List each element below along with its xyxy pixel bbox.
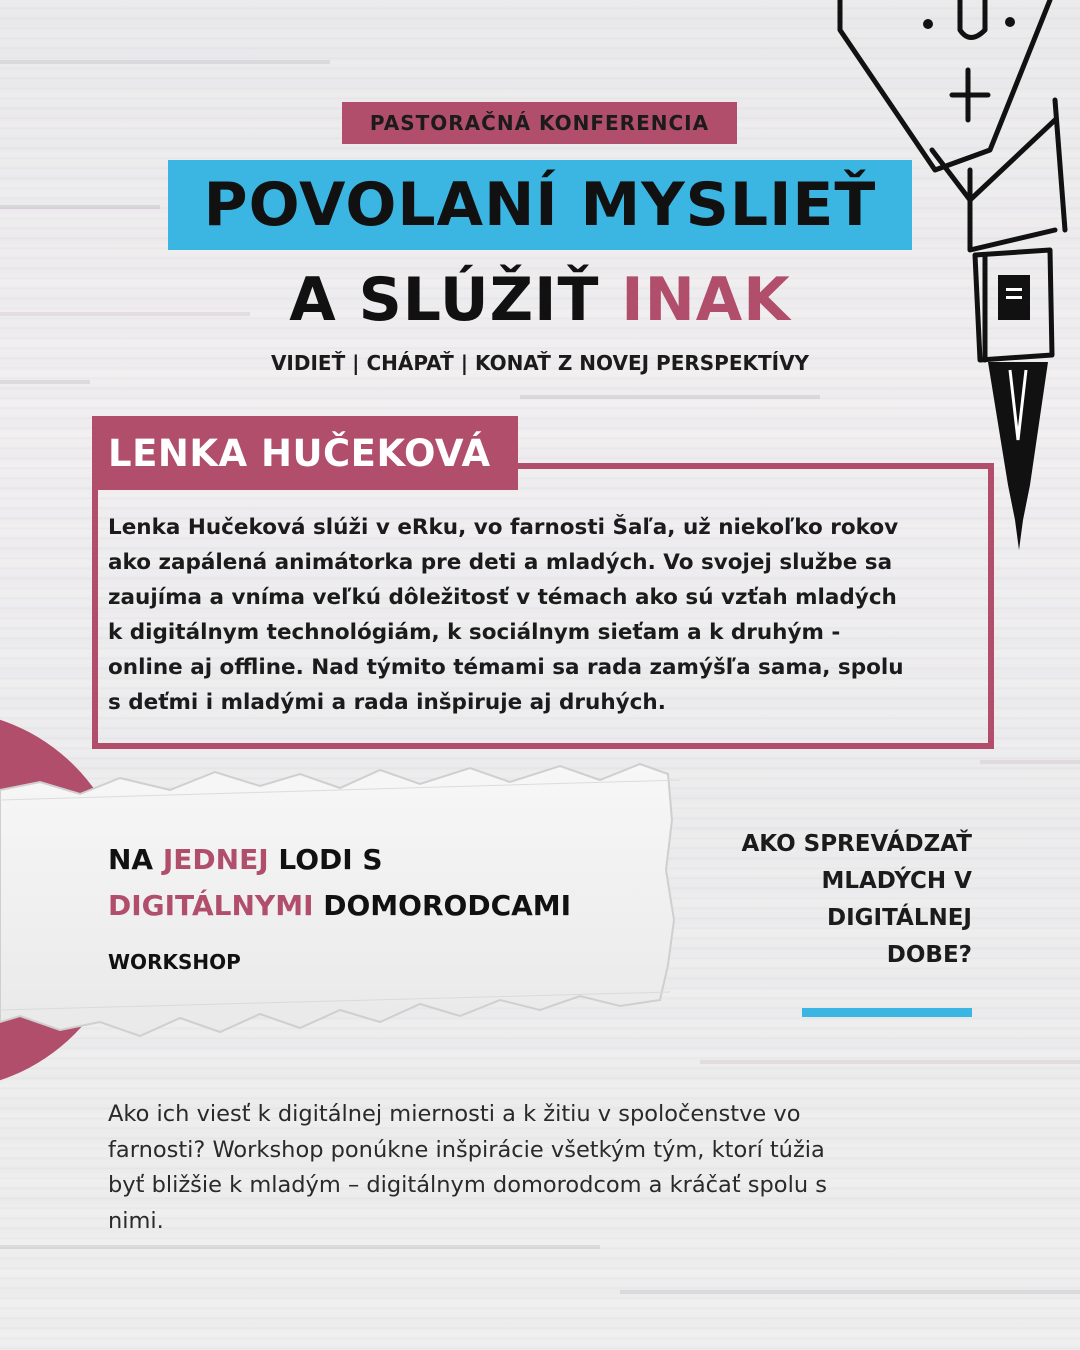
background-streak [980,760,1080,764]
bio-line: k digitálnym technológiám, k sociálnym sieťam a k druhým - [108,620,841,645]
question-line: DIGITÁLNEJ [827,905,972,931]
background-streak [620,1290,1080,1294]
background-streak [0,60,330,64]
workshop-title-accent: DIGITÁLNYMI [108,889,314,922]
question-line: MLADÝCH V [821,868,972,894]
title-line-1-box [168,160,912,250]
workshop-description [108,1097,948,1239]
title-line-2 [0,265,1080,335]
title-line-1: POVOLANÍ MYSLIEŤ [203,170,877,240]
description-line: farnosti? Workshop ponúkne inšpirácie všetkým tým, ktorí túžia [108,1136,825,1163]
background-streak [0,1245,600,1249]
background-streak [0,380,90,384]
background-streak [0,205,160,209]
workshop-title [108,837,678,929]
background-streak [520,395,820,399]
speaker-bio [108,510,978,720]
workshop-question [680,826,972,974]
question-underline [802,1008,972,1017]
question-line: AKO SPREVÁDZAŤ [741,831,972,857]
background-streak [700,1060,1080,1064]
speaker-name-box [92,416,518,490]
bio-line: s deťmi i mladými a rada inšpiruje aj druhých. [108,690,666,715]
bio-line: online aj offline. Nad týmito témami sa rada zamýšľa sama, spolu [108,655,904,680]
bio-line: Lenka Hučeková slúži v eRku, vo farnosti Šaľa, už niekoľko rokov [108,515,899,540]
workshop-title-accent: JEDNEJ [162,843,269,876]
description-line: nimi. [108,1207,164,1234]
bio-line: ako zapálená animátorka pre deti a mladých. Vo svojej službe sa [108,550,893,575]
workshop-label: WORKSHOP [108,950,241,974]
question-line: DOBE? [886,942,972,968]
title-line-2-main: A SLÚŽIŤ [289,265,600,335]
description-line: Ako ich viesť k digitálnej miernosti a k žitiu v spoločenstve vo [108,1101,801,1127]
workshop-title-word: LODI S [278,843,383,876]
speaker-name: LENKA HUČEKOVÁ [108,431,491,475]
subtitle: VIDIEŤ | CHÁPAŤ | KONAŤ Z NOVEJ PERSPEKTÍVY [270,351,810,375]
title-line-2-accent: INAK [621,265,791,335]
conference-tag-label: PASTORAČNÁ KONFERENCIA [369,111,710,135]
description-line: byť bližšie k mladým – digitálnym domorodcom a kráčať spolu s [108,1172,827,1198]
conference-tag [342,102,737,144]
workshop-title-word: DOMORODCAMI [323,889,572,922]
bio-line: zaujíma a vníma veľkú dôležitosť v témach ako sú vzťah mladých [108,585,897,610]
workshop-title-word: NA [108,843,154,876]
